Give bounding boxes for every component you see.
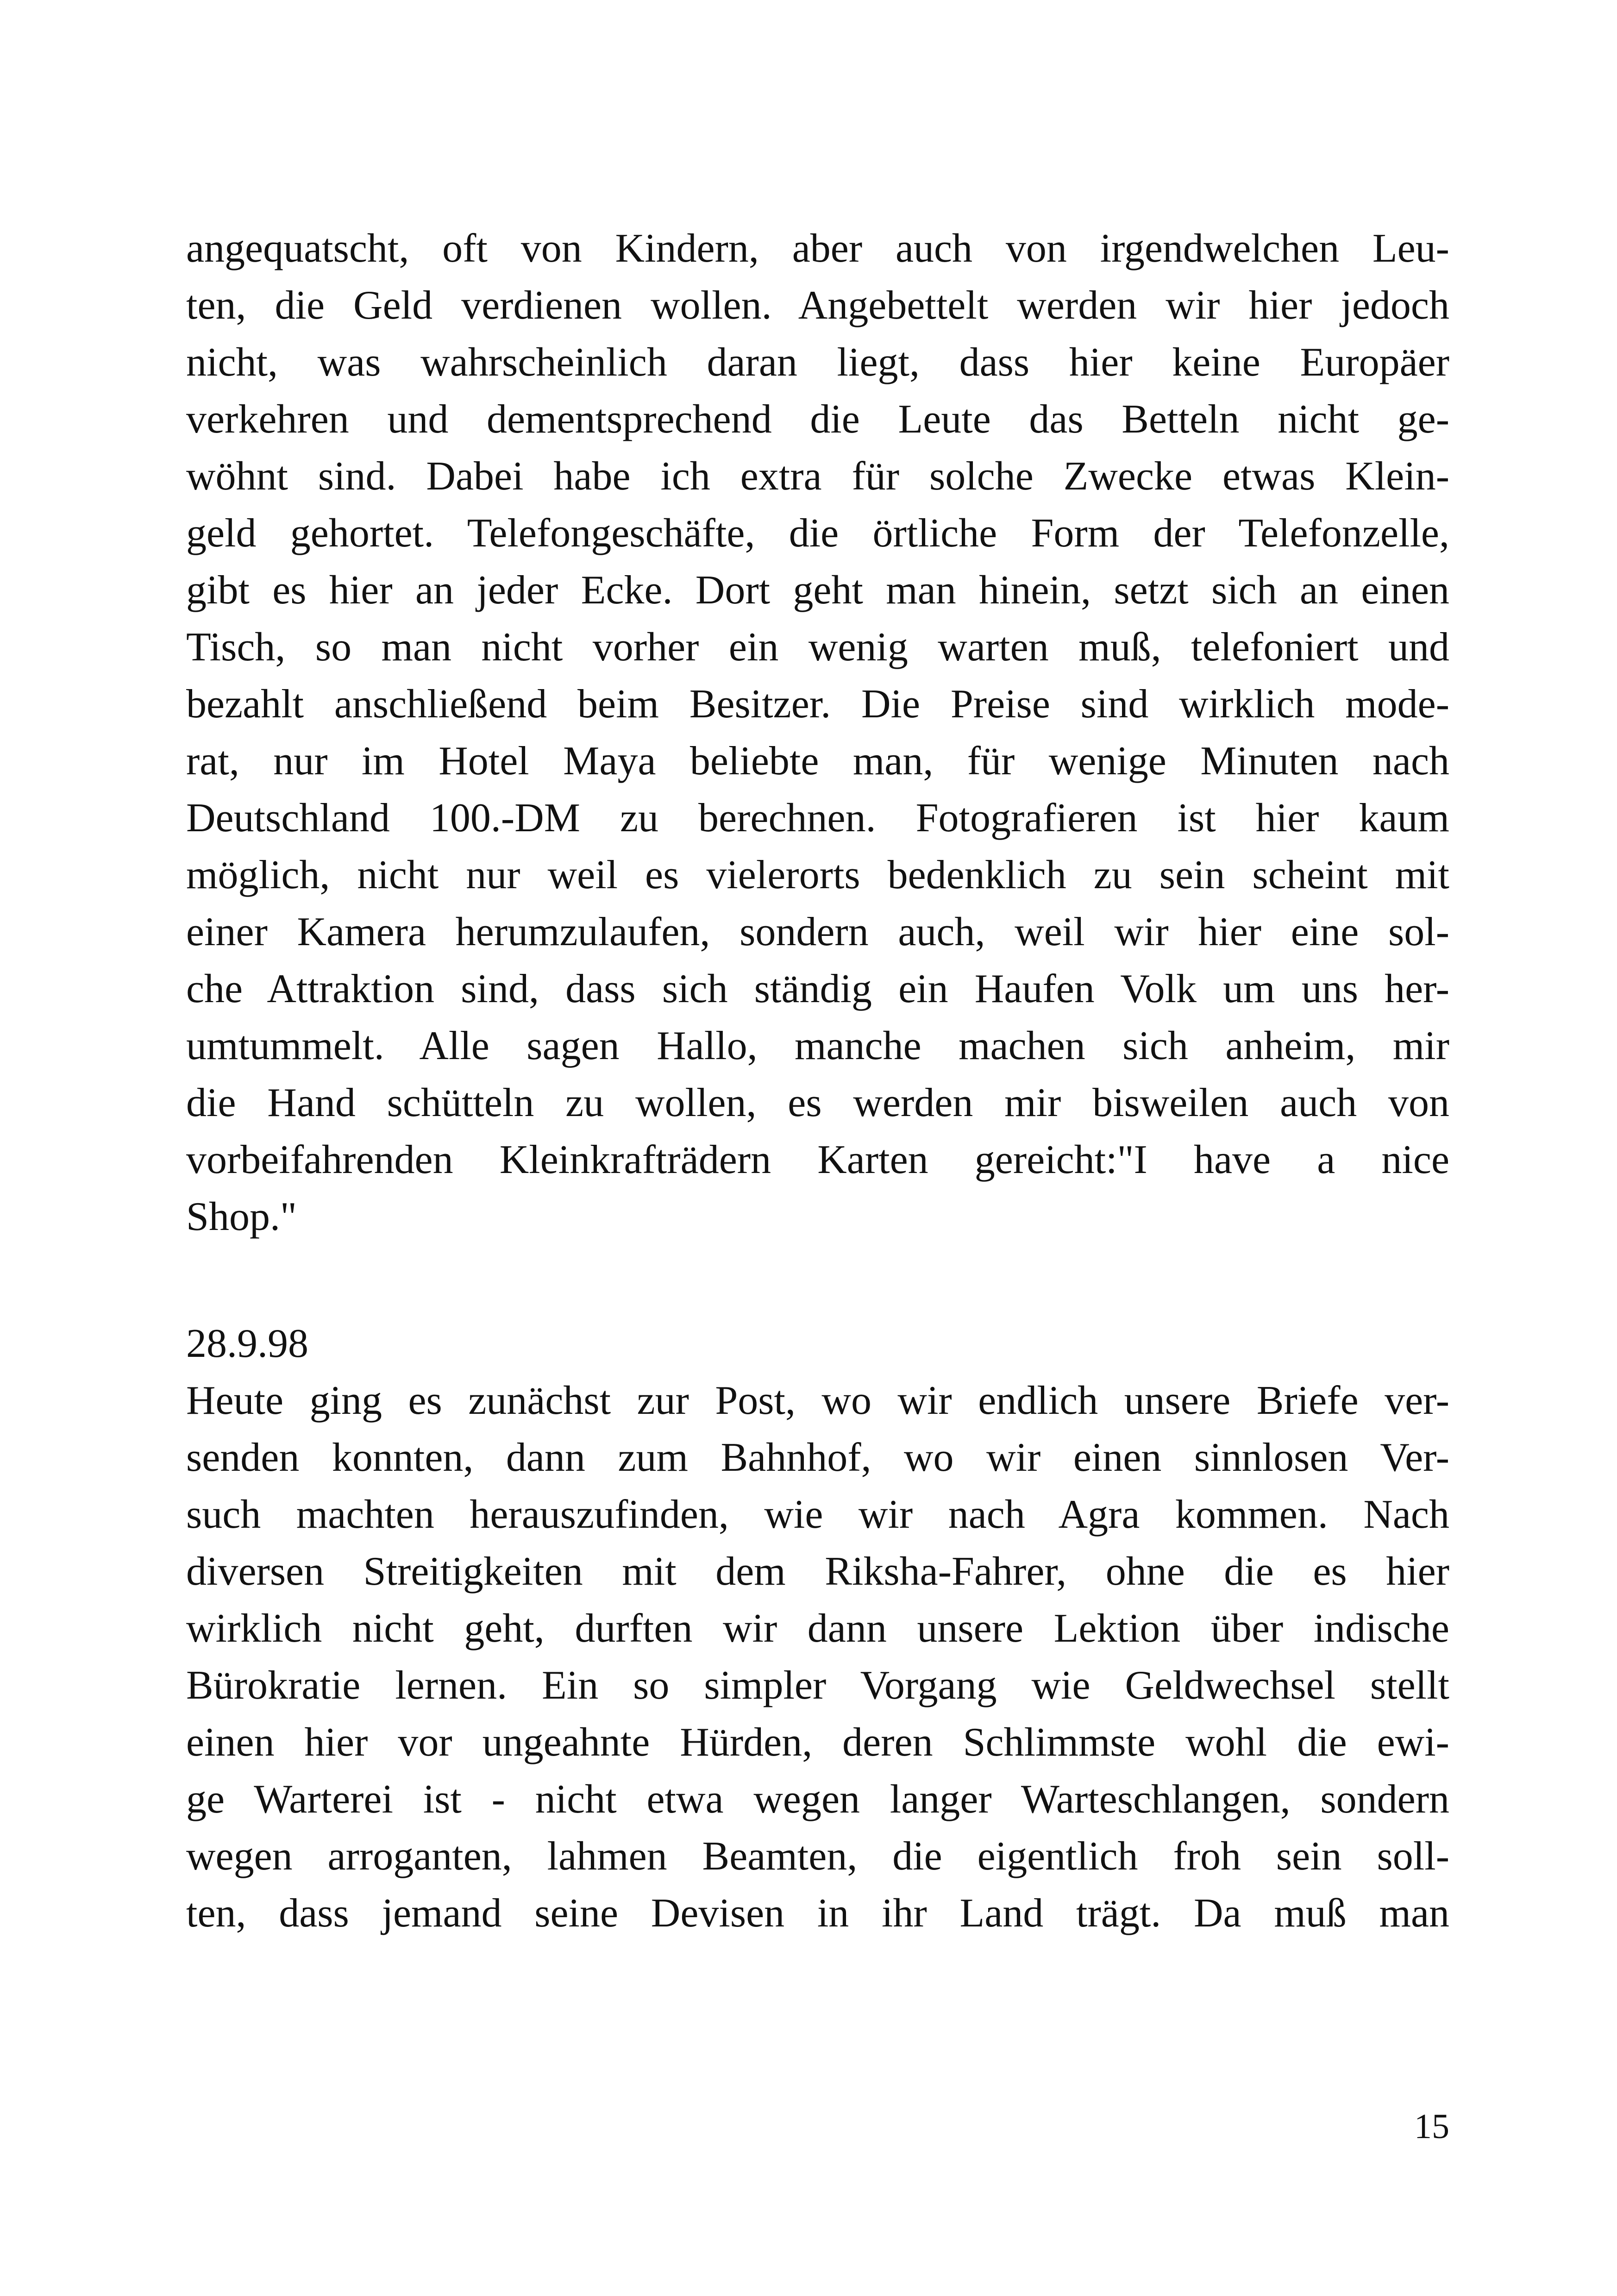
paragraph-2: [186, 1372, 1449, 1942]
paragraph-1: [186, 220, 1449, 1245]
text-line: diversen Streitigkeiten mit dem Riksha-Fahrer, ohne die es hier: [186, 1549, 1449, 1594]
text-line: wirklich nicht geht, durften wir dann unsere Lektion über indische: [186, 1606, 1449, 1651]
text-line: che Attraktion sind, dass sich ständig ein Haufen Volk um uns her-: [186, 966, 1449, 1011]
text-line: einen hier vor ungeahnte Hürden, deren Schlimmste wohl die ewi-: [186, 1720, 1449, 1765]
text-line: rat, nur im Hotel Maya beliebte man, für wenige Minuten nach: [186, 739, 1449, 784]
text-line: Shop.": [186, 1194, 297, 1239]
text-line: senden konnten, dann zum Bahnhof, wo wir einen sinnlosen Ver-: [186, 1435, 1449, 1480]
text-line: Heute ging es zunächst zur Post, wo wir endlich unsere Briefe ver-: [186, 1378, 1449, 1423]
page-number: 15: [1414, 2107, 1449, 2146]
text-line: geld gehortet. Telefongeschäfte, die örtliche Form der Telefonzelle,: [186, 511, 1449, 556]
text-line: möglich, nicht nur weil es vielerorts bedenklich zu sein scheint mit: [186, 853, 1449, 897]
date-heading-text: 28.9.98: [186, 1321, 308, 1366]
text-line: Bürokratie lernen. Ein so simpler Vorgang wie Geldwechsel stellt: [186, 1663, 1449, 1708]
text-line: ge Warterei ist - nicht etwa wegen langer Warteschlangen, sondern: [186, 1777, 1449, 1822]
text-line: die Hand schütteln zu wollen, es werden mir bisweilen auch von: [186, 1080, 1449, 1125]
date-heading: [186, 1315, 1449, 1372]
text-line: angequatscht, oft von Kindern, aber auch von irgendwelchen Leu-: [186, 226, 1449, 271]
text-line: such machten herauszufinden, wie wir nach Agra kommen. Nach: [186, 1492, 1449, 1537]
text-line: bezahlt anschließend beim Besitzer. Die Preise sind wirklich mode-: [186, 682, 1449, 727]
text-line: Tisch, so man nicht vorher ein wenig warten muß, telefoniert und: [186, 625, 1449, 670]
text-line: vorbeifahrenden Kleinkrafträdern Karten gereicht:"I have a nice: [186, 1137, 1449, 1182]
text-line: Deutschland 100.-DM zu berechnen. Fotografieren ist hier kaum: [186, 796, 1449, 841]
text-line: ten, dass jemand seine Devisen in ihr Land trägt. Da muß man: [186, 1891, 1449, 1936]
text-line: wöhnt sind. Dabei habe ich extra für solche Zwecke etwas Klein-: [186, 454, 1449, 499]
text-line: verkehren und dementsprechend die Leute das Betteln nicht ge-: [186, 397, 1449, 442]
text-line: wegen arroganten, lahmen Beamten, die eigentlich froh sein soll-: [186, 1834, 1449, 1879]
text-line: umtummelt. Alle sagen Hallo, manche machen sich anheim, mir: [186, 1023, 1449, 1068]
text-line: ten, die Geld verdienen wollen. Angebettelt werden wir hier jedoch: [186, 283, 1449, 328]
text-line: einer Kamera herumzulaufen, sondern auch, weil wir hier eine sol-: [186, 910, 1449, 954]
text-line: gibt es hier an jeder Ecke. Dort geht man hinein, setzt sich an einen: [186, 568, 1449, 613]
text-line: nicht, was wahrscheinlich daran liegt, dass hier keine Europäer: [186, 340, 1449, 385]
